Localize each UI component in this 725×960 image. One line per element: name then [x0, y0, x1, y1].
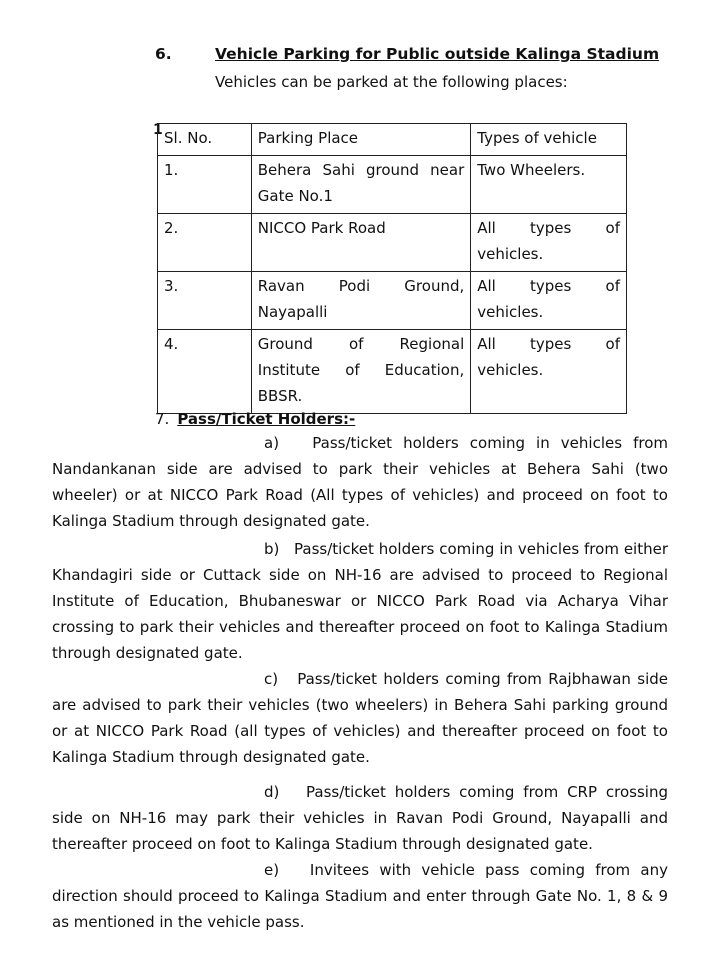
header-vehicle-type: Types of vehicle: [471, 124, 627, 156]
header-parking-place: Parking Place: [251, 124, 470, 156]
table-row: [158, 156, 627, 214]
cell-sl: 2.: [158, 214, 252, 272]
paragraph-label: a): [264, 434, 280, 452]
cell-type: All types of vehicles.: [471, 330, 627, 414]
parking-table: [157, 123, 627, 414]
paragraph-d: [52, 779, 668, 857]
header-sl-no: Sl. No.: [158, 124, 252, 156]
paragraph-label: b): [264, 540, 280, 558]
paragraph-label: e): [264, 861, 280, 879]
section-7-heading: [155, 410, 355, 428]
paragraph-text: Invitees with vehicle pass coming from any direction should proceed to Kalinga Stadium and enter through Gate No. 1, 8 & 9 as mentioned in the vehicle pass.: [52, 861, 668, 931]
paragraph-text: Pass/ticket holders coming in vehicles from either Khandagiri side or Cuttack side on NH-16 are advised to proceed to Regional Institute of Education, Bhubaneswar or NICCO Park Road via Acharya Vihar crossing to park their vehicles and thereafter proceed on foot to Kalinga Stadium through designated gate.: [52, 540, 668, 662]
section-6-title: Vehicle Parking for Public outside Kalinga Stadium: [215, 45, 660, 63]
cell-type: All types of vehicles.: [471, 214, 627, 272]
margin-mark: 1: [153, 122, 163, 138]
paragraph-b: [52, 536, 668, 666]
paragraph-text: Pass/ticket holders coming from CRP crossing side on NH-16 may park their vehicles in Ravan Podi Ground, Nayapalli and thereafter proceed on foot to Kalinga Stadium through designated gate.: [52, 783, 668, 853]
section-6-number: 6.: [155, 45, 172, 63]
paragraph-text: Pass/ticket holders coming from Rajbhawan side are advised to park their vehicles (two wheelers) in Behera Sahi parking ground or at NICCO Park Road (all types of vehicles) and thereafter proceed on foot to Kalinga Stadium through designated gate.: [52, 670, 668, 766]
table-header-row: [158, 124, 627, 156]
section-7-number: 7.: [155, 410, 170, 428]
paragraph-a: [52, 430, 668, 534]
cell-sl: 1.: [158, 156, 252, 214]
paragraph-e: [52, 857, 668, 935]
paragraph-c: [52, 666, 668, 770]
table-row: [158, 272, 627, 330]
cell-type: All types of vehicles.: [471, 272, 627, 330]
cell-sl: 4.: [158, 330, 252, 414]
paragraph-label: c): [264, 670, 279, 688]
cell-sl: 3.: [158, 272, 252, 330]
table-row: [158, 214, 627, 272]
paragraph-text: Pass/ticket holders coming in vehicles from Nandankanan side are advised to park their vehicles at Behera Sahi (two wheeler) or at NICCO Park Road (All types of vehicles) and proceed on foot to Kalinga Stadium through designated gate.: [52, 434, 669, 530]
cell-place: Behera Sahi ground near Gate No.1: [251, 156, 470, 214]
cell-type: Two Wheelers.: [471, 156, 627, 214]
paragraph-label: d): [264, 783, 280, 801]
section-7-title: Pass/Ticket Holders:-: [177, 410, 356, 428]
section-6-heading: [155, 45, 659, 63]
cell-place: Ground of Regional Institute of Education, BBSR.: [251, 330, 470, 414]
table-row: [158, 330, 627, 414]
cell-place: NICCO Park Road: [251, 214, 470, 272]
section-6-intro: Vehicles can be parked at the following places:: [215, 73, 568, 91]
cell-place: Ravan Podi Ground, Nayapalli: [251, 272, 470, 330]
